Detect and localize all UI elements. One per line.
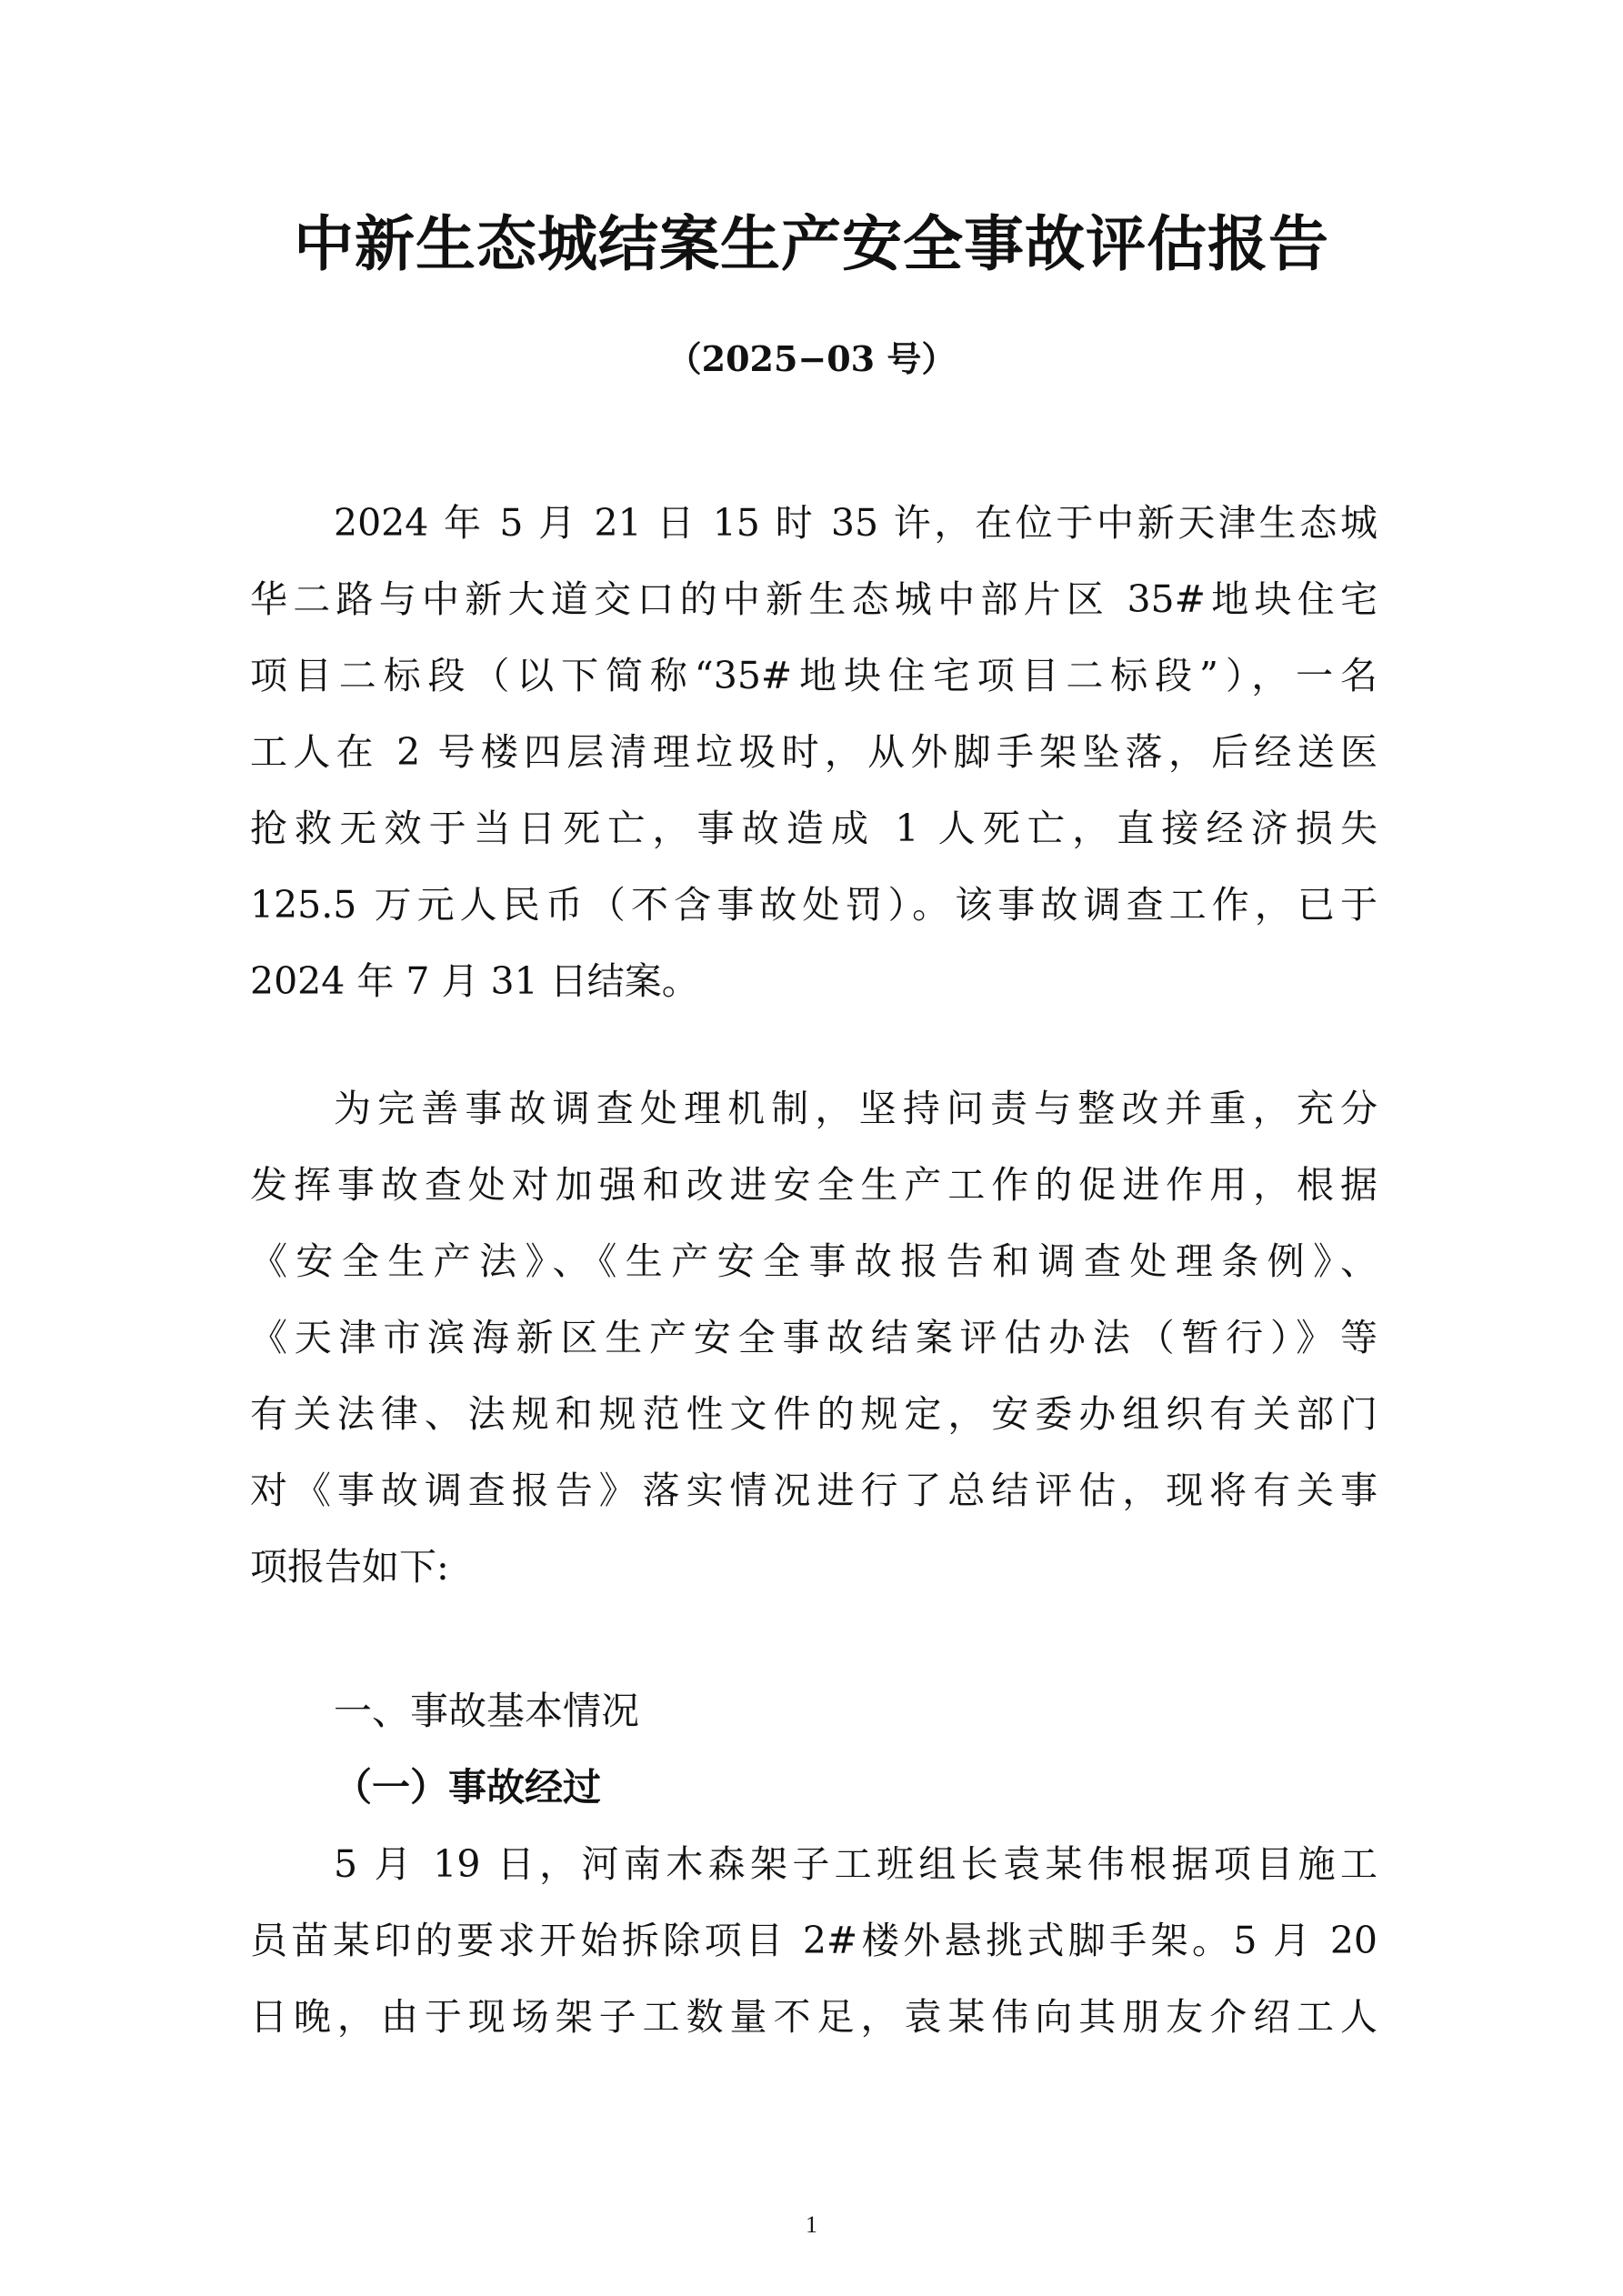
paragraph-intro — [250, 485, 1378, 1019]
paragraph-purpose — [250, 1070, 1378, 1605]
document-number: （2025−03 号） — [666, 338, 957, 379]
paragraph-line: 抢救无效于当日死亡，事故造成 1 人死亡，直接经济损失 — [250, 807, 1378, 850]
subsection-heading: （一）事故经过 — [334, 1765, 602, 1810]
paragraph-line: 2024 年 7 月 31 日结案。 — [250, 959, 699, 1003]
paragraph-line: 工人在 2 号楼四层清理垃圾时，从外脚手架坠落，后经送医 — [250, 730, 1378, 774]
paragraph-line: 为完善事故调查处理机制，坚持问责与整改并重，充分 — [334, 1087, 1378, 1130]
document-title: 中新生态城结案生产安全事故评估报告 — [294, 208, 1329, 279]
paragraph-line: 华二路与中新大道交口的中新生态城中部片区 35#地块住宅 — [250, 577, 1378, 621]
paragraph-accident-process — [250, 1826, 1378, 2055]
paragraph-line: 2024 年 5 月 21 日 15 时 35 许，在位于中新天津生态城 — [334, 501, 1378, 545]
paragraph-line: 对《事故调查报告》落实情况进行了总结评估，现将有关事 — [250, 1469, 1378, 1512]
paragraph-line: 《安全生产法》、《生产安全事故报告和调查处理条例》、 — [250, 1239, 1378, 1283]
paragraph-line: 项报告如下: — [250, 1545, 449, 1589]
paragraph-line: 5 月 19 日，河南木森架子工班组长袁某伟根据项目施工 — [334, 1842, 1378, 1886]
paragraph-line: 《天津市滨海新区生产安全事故结案评估办法（暂行）》等 — [250, 1316, 1378, 1359]
paragraph-line: 发挥事故查处对加强和改进安全生产工作的促进作用，根据 — [250, 1163, 1378, 1207]
section-heading: 一、事故基本情况 — [334, 1689, 640, 1733]
paragraph-line: 125.5 万元人民币（不含事故处罚）。该事故调查工作，已于 — [250, 883, 1378, 927]
paragraph-line: 项目二标段（以下简称“35#地块住宅项目二标段”），一名 — [250, 654, 1378, 697]
paragraph-line: 有关法律、法规和规范性文件的规定，安委办组织有关部门 — [250, 1392, 1378, 1436]
paragraph-line: 员苗某印的要求开始拆除项目 2#楼外悬挑式脚手架。5 月 20 — [250, 1919, 1378, 1962]
paragraph-line: 日晚，由于现场架子工数量不足，袁某伟向其朋友介绍工人 — [250, 1995, 1378, 2039]
page-number: 1 — [806, 2211, 817, 2238]
